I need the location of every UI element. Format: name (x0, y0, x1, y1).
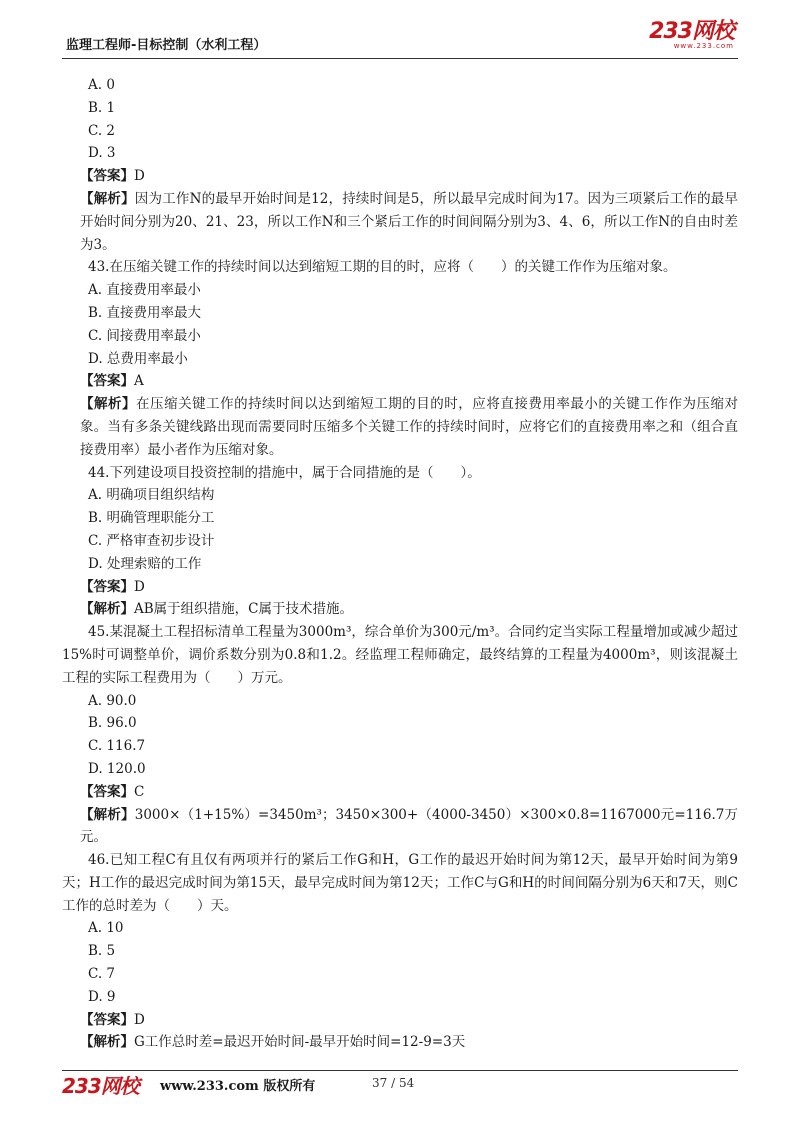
brand-logo (649, 20, 734, 50)
explanation (62, 393, 738, 461)
page-number: 37 / 54 (372, 1076, 415, 1090)
answer-option: C. 严格审查初步设计 (88, 532, 215, 549)
explanation-label: 【解析】 (80, 806, 135, 823)
question-text: 43.在压缩关键工作的持续时间以达到缩短工期的目的时，应将（ ）的关键工作作为压缩对象。 (88, 259, 677, 276)
answer-option: B. 96.0 (88, 715, 137, 732)
answer-option: B. 直接费用率最大 (88, 304, 202, 321)
explanation (62, 1031, 738, 1054)
answer-value: D (134, 578, 145, 595)
answer-option: A. 10 (88, 920, 124, 937)
answer-option: D. 3 (88, 145, 116, 162)
explanation (62, 598, 738, 621)
question-text: 46.已知工程C有且仅有两项并行的紧后工作G和H，G工作的最迟开始时间为第12天，最早开始时间为第9天；H工作的最迟完成时间为第15天，最早完成时间为第12天；工作C与G和H的时间间隔分别为6天和7天，则C工作的总时差为（ ）天。 (62, 852, 738, 914)
answer-option: A. 0 (88, 77, 115, 93)
document-title: 监理工程师-目标控制（水利工程） (66, 38, 267, 53)
footer-logo: 233网校 (62, 1074, 139, 1098)
answer-key (62, 370, 738, 393)
answer-value: D (134, 168, 145, 185)
answer-option: D. 处理索赔的工作 (88, 555, 202, 572)
explanation-text: 3000×（1+15%）=3450m³；3450×300+（4000-3450）×300×0.8=1167000元=116.7万元。 (80, 806, 739, 846)
answer-option: B. 明确管理职能分工 (88, 510, 215, 527)
answer-option: A. 90.0 (88, 692, 137, 709)
answer-value: A (134, 373, 144, 390)
answer-option: C. 116.7 (88, 738, 146, 755)
answer-label: 【答案】 (80, 1011, 134, 1028)
answer-option: B. 1 (88, 99, 116, 116)
explanation-label: 【解析】 (80, 190, 135, 207)
logo-text: 233网校 (649, 19, 734, 44)
answer-label: 【答案】 (80, 783, 134, 800)
logo-url: www.233.com (673, 42, 734, 50)
answer-value: D (134, 1011, 145, 1028)
header-divider (62, 58, 738, 59)
page-header (62, 20, 738, 58)
answer-value: C (134, 783, 145, 800)
answer-option: D. 9 (88, 988, 116, 1005)
answer-label: 【答案】 (80, 168, 134, 185)
explanation-label: 【解析】 (80, 601, 134, 618)
explanation-text: AB属于组织措施，C属于技术措施。 (134, 601, 353, 618)
answer-option: C. 间接费用率最小 (88, 327, 201, 344)
explanation (62, 804, 738, 850)
question-text: 45.某混凝土工程招标清单工程量为3000m³，综合单价为300元/m³。合同约定当实际工程量增加或减少超过15%时可调整单价，调价系数分别为0.8和1.2。经监理工程师确定，最终结算的工程量为4000m³，则该混凝土工程的实际工程费用为（ ）万元。 (62, 624, 738, 686)
answer-label: 【答案】 (80, 373, 134, 390)
explanation-label: 【解析】 (80, 1034, 134, 1051)
explanation-text: 因为工作N的最早开始时间是12，持续时间是5，所以最早完成时间为17。因为三项紧后工作的最早开始时间分别为20、21、23，所以工作N和三个紧后工作的时间间隔分别为3、4、6，所以工作N的自由时差为3。 (80, 190, 739, 253)
question-text: 44.下列建设项目投资控制的措施中，属于合同措施的是（ ）。 (88, 464, 481, 481)
answer-option: C. 7 (88, 966, 116, 983)
footer-divider (62, 1070, 738, 1071)
page-footer (62, 1072, 738, 1096)
answer-option: C. 2 (88, 122, 116, 139)
explanation (62, 188, 738, 256)
answer-option: D. 120.0 (88, 760, 146, 777)
footer-copyright: www.233.com 版权所有 (160, 1079, 316, 1094)
explanation-text: G工作总时差=最迟开始时间-最早开始时间=12-9=3天 (134, 1034, 466, 1051)
explanation-text: 在压缩关键工作的持续时间以达到缩短工期的目的时，应将直接费用率最小的关键工作作为压缩对象。当有多条关键线路出现而需要同时压缩多个关键工作的持续时间时，应将它们的直接费用率之和（组合直接费用率）最小者作为压缩对象。 (80, 396, 739, 458)
answer-key (62, 576, 738, 599)
answer-key (62, 781, 738, 804)
answer-key (62, 1009, 738, 1032)
answer-option: A. 明确项目组织结构 (88, 487, 215, 504)
explanation-label: 【解析】 (80, 396, 137, 413)
answer-option: B. 5 (88, 943, 116, 960)
answer-option: A. 直接费用率最小 (88, 282, 201, 299)
document-body (62, 74, 738, 1054)
answer-label: 【答案】 (80, 578, 134, 595)
answer-key (62, 165, 738, 188)
answer-option: D. 总费用率最小 (88, 350, 188, 367)
